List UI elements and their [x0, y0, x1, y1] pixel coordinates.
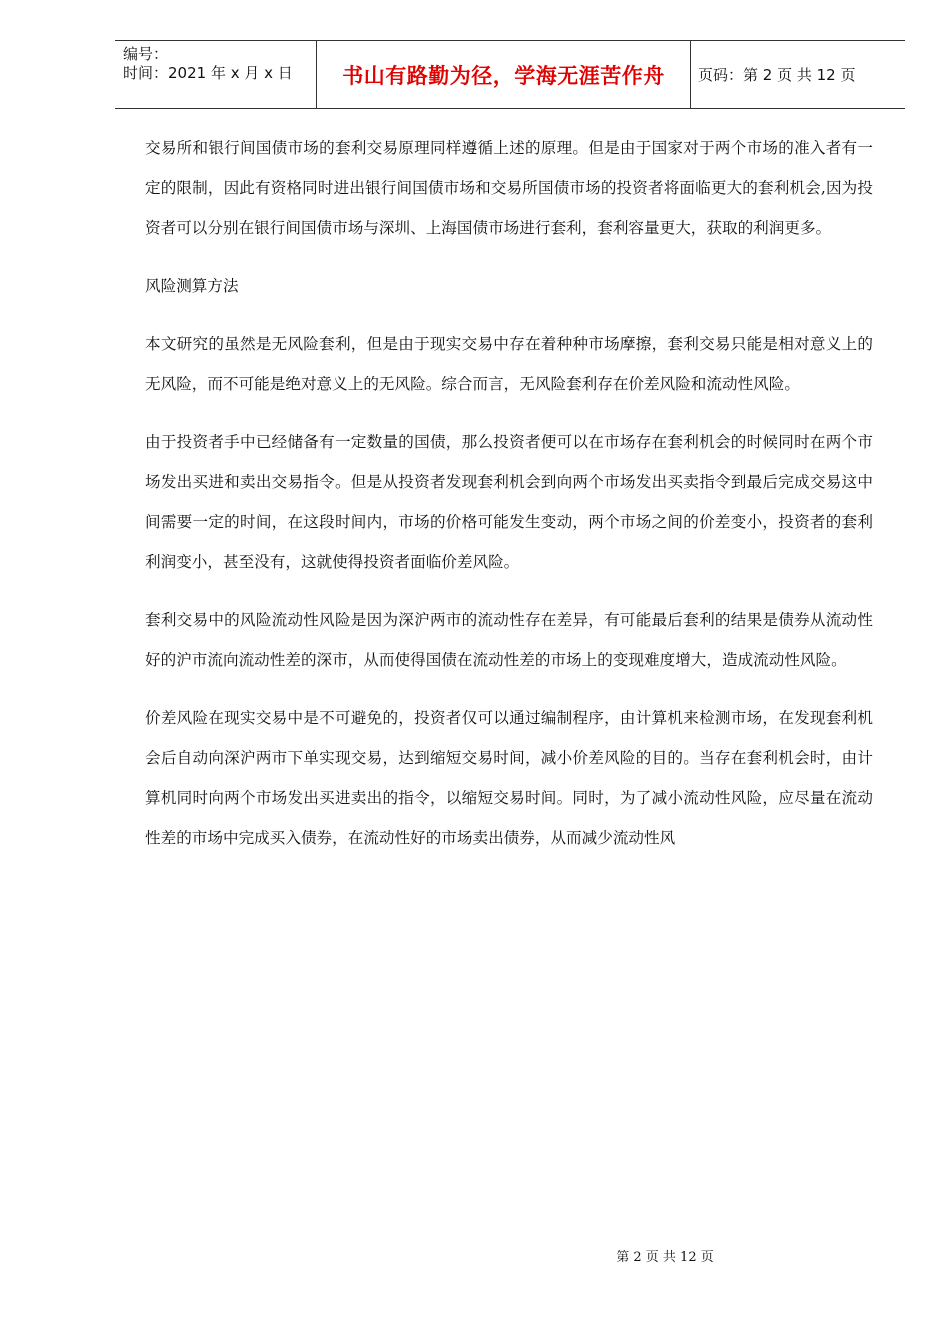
document-number-label: 编号： [123, 45, 169, 63]
document-time-label: 时间：2021 年 x 月 x 日 [123, 64, 293, 82]
header-page-label: 页码：第 2 页 共 12 页 [698, 66, 856, 84]
page-header [115, 40, 905, 109]
header-motto-cell [316, 41, 691, 108]
body-paragraph: 交易所和银行间国债市场的套利交易原理同样遵循上述的原理。但是由于国家对于两个市场的准入者有一定的限制，因此有资格同时进出银行间国债市场和交易所国债市场的投资者将面临更大的套利机会,因为投资者可以分别在银行间国债市场与深圳、上海国债市场进行套利，套利容量更大，获取的利润更多。 [145, 139, 873, 237]
body-paragraph: 本文研究的虽然是无风险套利，但是由于现实交易中存在着种种市场摩擦，套利交易只能是相对意义上的无风险，而不可能是绝对意义上的无风险。综合而言，无风险套利存在价差风险和流动性风险。 [145, 335, 873, 393]
header-page-cell [690, 41, 905, 108]
page-footer [0, 1246, 950, 1265]
section-heading: 风险测算方法 [145, 277, 239, 295]
body-paragraph: 价差风险在现实交易中是不可避免的，投资者仅可以通过编制程序，由计算机来检测市场，在发现套利机会后自动向深沪两市下单实现交易，达到缩短交易时间，减小价差风险的目的。当存在套利机会时，由计算机同时向两个市场发出买进卖出的指令，以缩短交易时间。同时，为了减小流动性风险，应尽量在流动性差的市场中完成买入债券，在流动性好的市场卖出债券，从而减少流动性风 [145, 709, 873, 847]
body-paragraph: 由于投资者手中已经储备有一定数量的国债，那么投资者便可以在市场存在套利机会的时候同时在两个市场发出买进和卖出交易指令。但是从投资者发现套利机会到向两个市场发出买卖指令到最后完成交易这中间需要一定的时间，在这段时间内，市场的价格可能发生变动，两个市场之间的价差变小，投资者的套利利润变小，甚至没有，这就使得投资者面临价差风险。 [145, 433, 873, 571]
header-meta [115, 41, 315, 108]
document-body [145, 128, 873, 876]
header-motto: 书山有路勤为径，学海无涯苦作舟 [342, 63, 665, 88]
footer-page-number: 第 2 页 共 12 页 [616, 1250, 714, 1265]
body-paragraph: 套利交易中的风险流动性风险是因为深沪两市的流动性存在差异，有可能最后套利的结果是债券从流动性好的沪市流向流动性差的深市，从而使得国债在流动性差的市场上的变现难度增大，造成流动性风险。 [145, 611, 873, 669]
